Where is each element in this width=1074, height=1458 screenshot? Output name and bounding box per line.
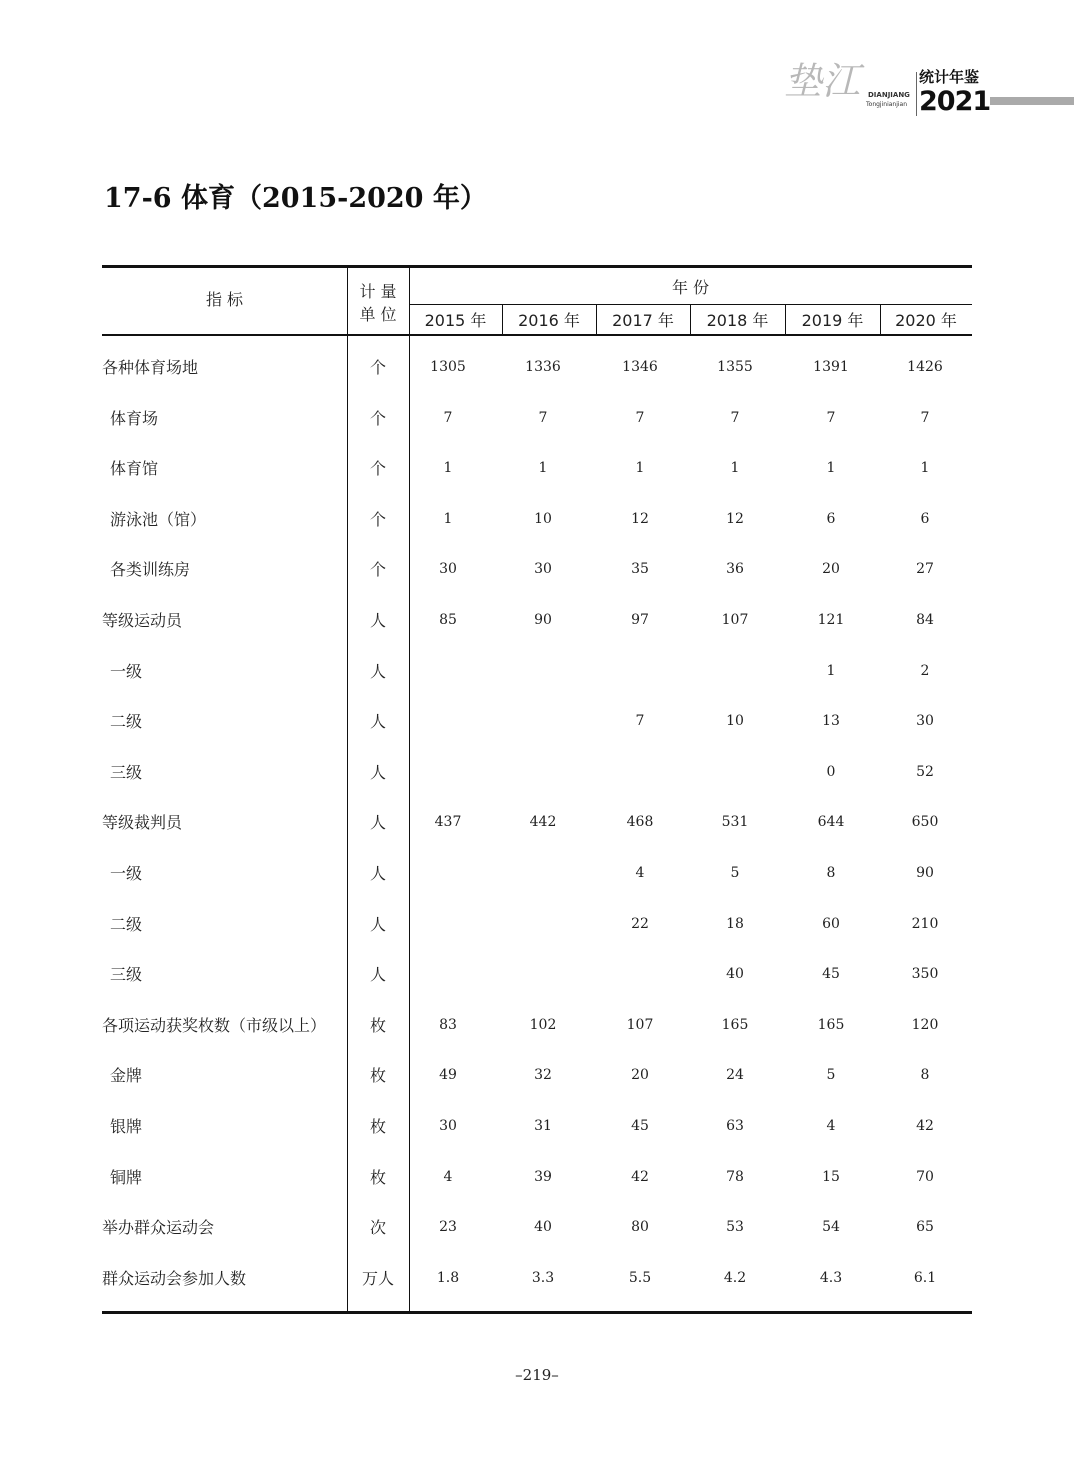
cell-value: 7 xyxy=(920,409,930,426)
cell-value: 7 xyxy=(826,409,836,426)
cell-value: 13 xyxy=(822,713,840,730)
table-row xyxy=(0,459,1074,483)
logo-calligraphy: 垫江 xyxy=(784,59,861,103)
table-row xyxy=(0,662,1074,686)
table-row xyxy=(0,358,1074,382)
cell-value: 120 xyxy=(911,1016,939,1033)
table-row xyxy=(0,915,1074,939)
cell-value: 5.5 xyxy=(628,1269,652,1286)
cell-value: 53 xyxy=(726,1219,744,1236)
cell-value: 42 xyxy=(916,1118,934,1134)
cell-value: 5 xyxy=(826,1067,836,1084)
row-label: 铜牌 xyxy=(110,1167,143,1187)
table-row xyxy=(0,1016,1074,1040)
row-label: 三级 xyxy=(110,965,143,985)
cell-value: 31 xyxy=(534,1118,552,1134)
row-unit: 次 xyxy=(369,1218,386,1238)
row-label: 一级 xyxy=(110,661,143,681)
cell-value: 12 xyxy=(726,510,744,527)
cell-value: 0 xyxy=(826,763,836,780)
cell-value: 52 xyxy=(916,763,934,780)
cell-value: 468 xyxy=(626,814,654,831)
cell-value: 90 xyxy=(916,865,934,881)
page-number: –219– xyxy=(515,1366,559,1384)
header-year: 2019 年 xyxy=(801,311,864,330)
cell-value: 24 xyxy=(726,1067,744,1084)
cell-value: 437 xyxy=(434,814,462,831)
cell-value: 4.2 xyxy=(723,1269,747,1286)
row-label: 银牌 xyxy=(110,1117,143,1136)
cell-value: 40 xyxy=(534,1219,552,1236)
cell-value: 102 xyxy=(529,1016,557,1033)
table-row xyxy=(0,864,1074,888)
cell-value: 6 xyxy=(826,510,836,527)
table-row xyxy=(0,1218,1074,1242)
header-bar xyxy=(990,97,1074,105)
row-unit: 枚 xyxy=(369,1066,386,1086)
header-year: 2017 年 xyxy=(612,311,674,330)
row-label: 一级 xyxy=(110,864,143,883)
cell-value: 35 xyxy=(631,561,649,578)
header-year: 2016 年 xyxy=(518,311,580,330)
header-year: 2018 年 xyxy=(706,311,769,330)
logo-pinyin-sub: Tongjinianjian xyxy=(866,101,908,108)
cell-value: 22 xyxy=(631,915,649,932)
cell-value: 15 xyxy=(822,1168,840,1185)
cell-value: 18 xyxy=(726,915,744,932)
cell-value: 1 xyxy=(635,460,645,477)
cell-value: 1 xyxy=(443,460,453,477)
cell-value: 54 xyxy=(822,1219,840,1236)
cell-value: 40 xyxy=(726,966,744,983)
cell-value: 1 xyxy=(538,460,548,477)
cell-value: 350 xyxy=(911,966,939,983)
row-unit: 个 xyxy=(369,358,386,377)
row-unit: 个 xyxy=(369,408,386,428)
row-unit: 人 xyxy=(369,864,386,883)
table-row xyxy=(0,611,1074,635)
row-unit: 人 xyxy=(369,813,386,833)
cell-value: 7 xyxy=(730,409,740,426)
table-row xyxy=(0,1168,1074,1192)
cell-value: 65 xyxy=(916,1219,934,1236)
table-row xyxy=(0,813,1074,837)
cell-value: 36 xyxy=(726,561,744,578)
cell-value: 20 xyxy=(631,1067,649,1084)
cell-value: 4.3 xyxy=(819,1269,843,1286)
cell-value: 1 xyxy=(443,510,453,527)
table-row xyxy=(0,1269,1074,1293)
table-row xyxy=(0,763,1074,787)
cell-value: 2 xyxy=(920,662,930,679)
row-label: 等级裁判员 xyxy=(102,813,183,833)
table-row xyxy=(0,1117,1074,1141)
row-unit: 人 xyxy=(369,965,386,985)
cell-value: 6 xyxy=(920,510,930,527)
cell-value: 97 xyxy=(631,612,649,628)
row-unit: 枚 xyxy=(369,1167,386,1187)
cell-value: 4 xyxy=(826,1118,836,1134)
table-top-rule xyxy=(102,265,972,268)
cell-value: 1 xyxy=(730,460,740,477)
cell-value: 4 xyxy=(635,865,645,881)
cell-value: 7 xyxy=(635,713,645,730)
cell-value: 45 xyxy=(822,966,840,983)
header-unit-2: 单 位 xyxy=(359,305,397,324)
row-label: 群众运动会参加人数 xyxy=(102,1268,247,1288)
cell-value: 1336 xyxy=(525,359,561,375)
row-label: 等级运动员 xyxy=(102,611,183,630)
cell-value: 1.8 xyxy=(436,1269,460,1286)
cell-value: 3.3 xyxy=(531,1269,555,1286)
row-label: 各类训练房 xyxy=(110,560,191,580)
cell-value: 8 xyxy=(920,1067,930,1084)
header-years-group: 年 份 xyxy=(671,278,710,297)
cell-value: 107 xyxy=(626,1016,654,1033)
row-unit: 人 xyxy=(369,914,386,934)
table-row xyxy=(0,510,1074,534)
cell-value: 30 xyxy=(534,561,552,578)
table-bottom-rule xyxy=(102,1311,972,1314)
cell-value: 650 xyxy=(911,814,939,831)
logo-title: 统计年鉴 xyxy=(919,68,980,86)
cell-value: 39 xyxy=(534,1168,552,1185)
cell-value: 30 xyxy=(439,1118,457,1134)
row-unit: 枚 xyxy=(369,1015,386,1035)
cell-value: 10 xyxy=(726,713,744,730)
cell-value: 8 xyxy=(826,865,836,881)
yearbook-logo xyxy=(784,58,991,118)
cell-value: 90 xyxy=(534,612,552,628)
cell-value: 78 xyxy=(726,1168,744,1185)
cell-value: 10 xyxy=(534,510,552,527)
cell-value: 1426 xyxy=(907,359,943,375)
cell-value: 23 xyxy=(439,1219,457,1236)
table-row xyxy=(0,409,1074,433)
cell-value: 6.1 xyxy=(913,1269,937,1286)
cell-value: 1 xyxy=(826,662,836,679)
row-label: 体育场 xyxy=(110,408,159,428)
cell-value: 1 xyxy=(826,460,836,477)
row-unit: 个 xyxy=(369,509,386,529)
row-unit: 个 xyxy=(369,560,386,580)
cell-value: 1305 xyxy=(430,359,466,375)
cell-value: 4 xyxy=(443,1168,453,1185)
row-label: 三级 xyxy=(110,762,143,782)
cell-value: 42 xyxy=(631,1168,649,1185)
row-label: 各种体育场地 xyxy=(102,358,199,377)
row-unit: 万人 xyxy=(361,1268,394,1288)
cell-value: 442 xyxy=(529,814,557,831)
cell-value: 210 xyxy=(911,915,939,932)
cell-value: 70 xyxy=(916,1168,934,1185)
cell-value: 85 xyxy=(439,612,457,628)
cell-value: 1391 xyxy=(813,359,849,375)
cell-value: 531 xyxy=(721,814,749,831)
cell-value: 1346 xyxy=(622,359,658,375)
row-label: 金牌 xyxy=(110,1066,143,1086)
row-label: 各项运动获奖枚数（市级以上） xyxy=(102,1015,327,1035)
logo-year: 2021 xyxy=(919,86,991,117)
cell-value: 165 xyxy=(721,1016,749,1033)
cell-value: 12 xyxy=(631,510,649,527)
row-label: 举办群众运动会 xyxy=(102,1218,215,1238)
row-label: 体育馆 xyxy=(110,459,159,479)
cell-value: 30 xyxy=(916,713,934,730)
cell-value: 30 xyxy=(439,561,457,578)
header-year: 2015 年 xyxy=(424,311,487,330)
header-bottom-rule xyxy=(102,334,972,336)
cell-value: 121 xyxy=(817,612,845,628)
row-label: 二级 xyxy=(110,914,143,934)
cell-value: 1355 xyxy=(717,359,753,375)
row-label: 二级 xyxy=(110,712,143,732)
cell-value: 83 xyxy=(439,1016,457,1033)
cell-value: 27 xyxy=(916,561,934,578)
header-year: 2020 年 xyxy=(895,311,957,330)
logo-divider xyxy=(916,72,917,116)
table-row xyxy=(0,712,1074,736)
row-unit: 人 xyxy=(369,661,386,681)
cell-value: 7 xyxy=(635,409,645,426)
row-unit: 人 xyxy=(369,611,386,630)
cell-value: 80 xyxy=(631,1219,649,1236)
cell-value: 49 xyxy=(439,1067,457,1084)
cell-value: 63 xyxy=(726,1118,744,1134)
header-indicator: 指 标 xyxy=(205,290,244,309)
cell-value: 165 xyxy=(817,1016,845,1033)
cell-value: 60 xyxy=(822,915,840,932)
table-row xyxy=(0,965,1074,989)
logo-pinyin: DIANJIANG xyxy=(868,91,910,99)
row-unit: 人 xyxy=(369,712,386,732)
header-unit-1: 计 量 xyxy=(359,282,397,301)
cell-value: 7 xyxy=(538,409,548,426)
row-unit: 个 xyxy=(369,459,386,479)
cell-value: 5 xyxy=(730,865,740,881)
cell-value: 32 xyxy=(534,1067,552,1084)
table-row xyxy=(0,560,1074,584)
cell-value: 45 xyxy=(631,1118,649,1134)
cell-value: 107 xyxy=(721,612,749,628)
cell-value: 7 xyxy=(443,409,453,426)
row-unit: 人 xyxy=(369,762,386,782)
page-title: 17-6 体育（2015-2020 年） xyxy=(104,183,487,214)
row-label: 游泳池（馆） xyxy=(110,509,207,529)
cell-value: 20 xyxy=(822,561,840,578)
cell-value: 644 xyxy=(817,814,845,831)
cell-value: 1 xyxy=(920,460,930,477)
cell-value: 84 xyxy=(916,612,934,628)
table-row xyxy=(0,1066,1074,1090)
row-unit: 枚 xyxy=(369,1117,386,1136)
